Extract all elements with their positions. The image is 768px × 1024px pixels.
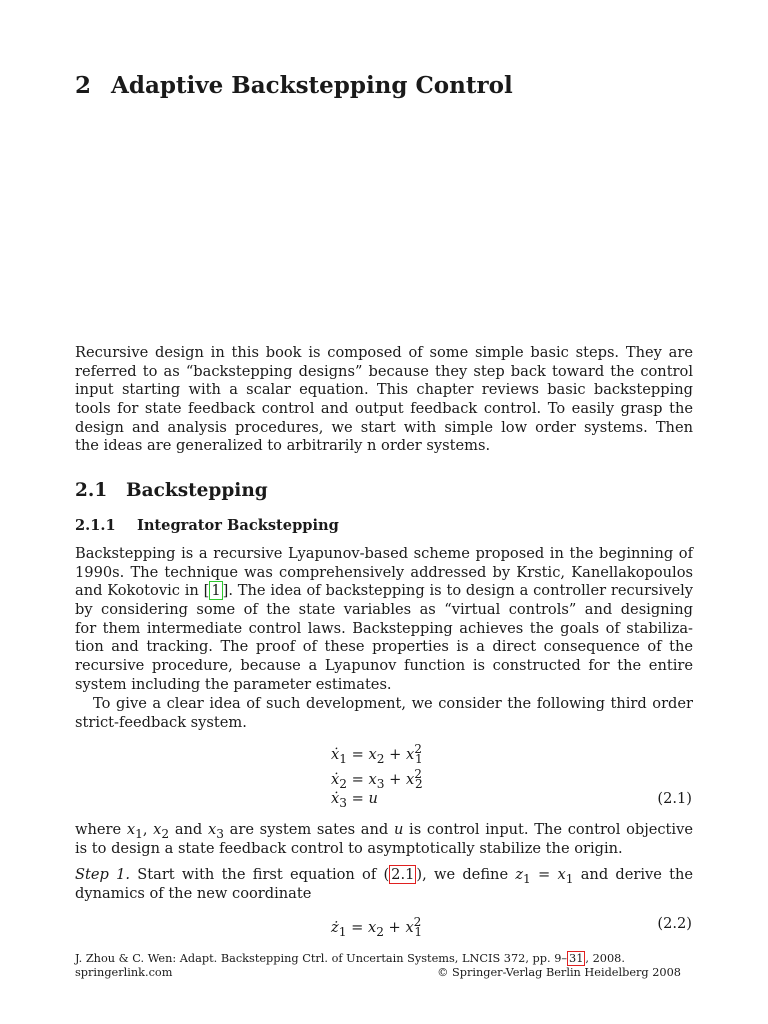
subsection-number: 2.1.1 bbox=[75, 517, 116, 534]
para1-line: 1990s. The technique was comprehensively addressed by Krstic, Kanellakopoulos bbox=[75, 563, 693, 581]
subsection-heading bbox=[75, 517, 339, 534]
para1-line: by considering some of the state variables as “virtual controls” and designing bbox=[75, 601, 693, 619]
intro-line: referred to as “backstepping designs” because they step back toward the control bbox=[75, 362, 693, 380]
paragraph-3 bbox=[75, 821, 693, 858]
step-1-paragraph bbox=[75, 866, 693, 903]
section-title: Backstepping bbox=[126, 480, 268, 501]
page-range-link[interactable]: 31 bbox=[569, 952, 584, 965]
footer-line-1: J. Zhou & C. Wen: Adapt. Backstepping Ctrl. of Uncertain Systems, LNCIS 372, pp. 9– 31 , 2008. bbox=[75, 952, 625, 965]
equation-line-3: ẋ$_3$ = u bbox=[331, 790, 378, 810]
intro-line: the ideas are generalized to arbitrarily n order systems. bbox=[75, 437, 491, 455]
chapter-title bbox=[75, 72, 513, 99]
chapter-number: 2 bbox=[75, 72, 92, 99]
intro-line: tools for state feedback control and output feedback control. To easily grasp the bbox=[75, 400, 693, 418]
equation-number-2-2: (2.2) bbox=[657, 915, 692, 932]
equation-line-1: ẋ$_1$ = $x_2 + x^2_1$ bbox=[331, 742, 423, 766]
footer-line-2 bbox=[75, 966, 681, 980]
para3-line: is to design a state feedback control to asymptotically stabilize the origin. bbox=[75, 839, 623, 857]
paragraph-2 bbox=[75, 695, 693, 732]
para1-line: tion and tracking. The proof of these properties is a direct consequence of the bbox=[75, 638, 693, 656]
step-label: Step 1. bbox=[75, 866, 131, 883]
section-number: 2.1 bbox=[75, 480, 108, 501]
paragraph-1 bbox=[75, 545, 693, 695]
para2-line: strict-feedback system. bbox=[75, 713, 247, 731]
intro-line: Recursive design in this book is composed of some simple basic steps. They are bbox=[75, 344, 693, 361]
equation-ref-link[interactable]: 2.1 bbox=[391, 866, 415, 883]
equation-line-2: ẋ$_2$ = $x_3 + x^2_2$ bbox=[331, 767, 423, 791]
section-heading bbox=[75, 480, 268, 501]
intro-line: design and analysis procedures, we start with simple low order systems. Then bbox=[75, 418, 693, 436]
page-footer bbox=[75, 952, 681, 979]
intro-paragraph bbox=[75, 344, 693, 456]
para1-line: system including the parameter estimates. bbox=[75, 675, 392, 693]
citation-link[interactable]: 1 bbox=[211, 582, 221, 600]
subsection-title: Integrator Backstepping bbox=[137, 517, 339, 534]
step1-line: dynamics of the new coordinate bbox=[75, 884, 312, 902]
step1-line: Step 1. Start with the first equation of ( 2.1 ), we define $z_1 = x_1$ and derive the bbox=[75, 866, 694, 886]
para2-line: To give a clear idea of such development, we consider the following third order bbox=[93, 695, 693, 712]
footer-copyright: © Springer-Verlag Berlin Heidelberg 2008 bbox=[437, 965, 681, 979]
equation-2-2: $ż_1 = x_2 + x^2_1$ bbox=[331, 915, 423, 939]
para3-line: where $x_1$, $x_2$ and $x_3$ are system sates and u is control input. The control objective bbox=[75, 821, 693, 841]
footer-website: springerlink.com bbox=[75, 965, 173, 979]
para1-line: recursive procedure, because a Lyapunov function is constructed for the entire bbox=[75, 657, 693, 675]
para1-line-citation: and Kokotovic in [ 1 ]. The idea of backstepping is to design a controller recursively bbox=[75, 582, 694, 600]
equation-number-2-1: (2.1) bbox=[657, 790, 692, 807]
para1-line: Backstepping is a recursive Lyapunov-based scheme proposed in the beginning of bbox=[75, 545, 693, 562]
chapter-title-text: Adaptive Backstepping Control bbox=[111, 72, 513, 99]
intro-line: input starting with a scalar equation. This chapter reviews basic backstepping bbox=[75, 381, 693, 399]
para1-line: for them intermediate control laws. Backstepping achieves the goals of stabiliza- bbox=[75, 619, 693, 637]
